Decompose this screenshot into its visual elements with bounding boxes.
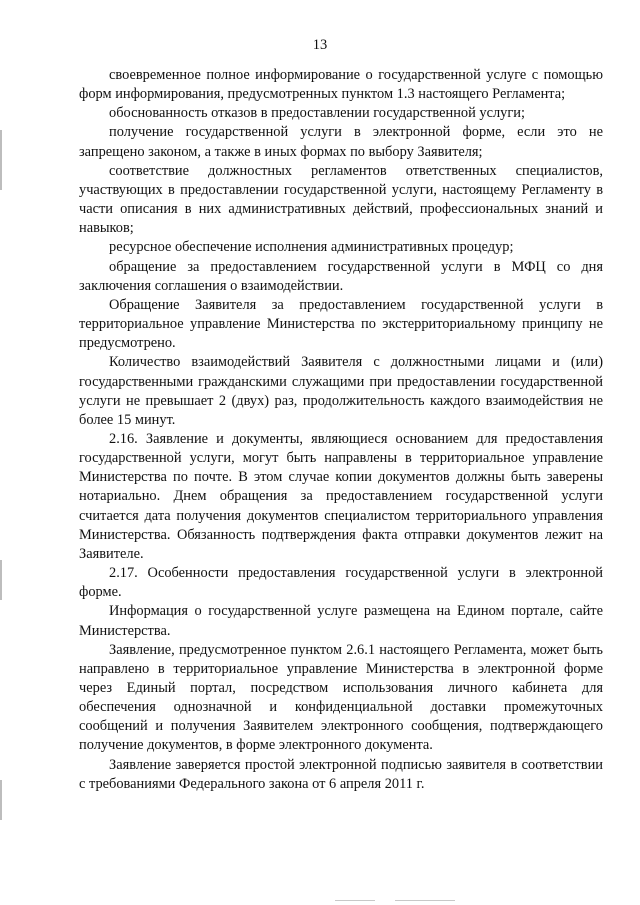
- paragraph: ресурсное обеспечение исполнения административных процедур;: [109, 239, 514, 256]
- paragraph: соответствие должностных регламентов ответственных специалистов, участвующих в предоставлении государственной услуги, настоящему Регламенту в части описания в них административных действий, профессиональных знаний и навыков;: [79, 162, 603, 237]
- scan-speck: [395, 900, 455, 901]
- paragraph: Заявление заверяется простой электронной подписью заявителя в соответствии с требованиями Федерального закона от 6 апреля 2011 г.: [79, 756, 603, 792]
- document-body: [79, 66, 603, 794]
- paragraph: Информация о государственной услуге размещена на Едином портале, сайте Министерства.: [79, 603, 603, 639]
- paragraph: обоснованность отказов в предоставлении государственной услуги;: [109, 105, 525, 122]
- paragraph: 2.17. Особенности предоставления государственной услуги в электронной форме.: [79, 565, 603, 601]
- scan-edge-mark: [0, 560, 2, 600]
- paragraph: 2.16. Заявление и документы, являющиеся основанием для предоставления государственной услуги, могут быть направлены в территориальное управление Министерства по почте. В этом случае копии документов должны быть заверены нотариально. Днем обращения за предоставлением государственной услуги считается дата получения документов специалистом территориального управления Министерства. Обязанность подтверждения факта отправки документов лежит на Заявителе.: [79, 430, 603, 562]
- paragraph: Обращение Заявителя за предоставлением государственной услуги в территориальное управление Министерства по экстерриториальному принципу не предусмотрено.: [79, 296, 603, 352]
- scan-edge-mark: [0, 130, 2, 190]
- paragraph: обращение за предоставлением государственной услуги в МФЦ со дня заключения соглашения о взаимодействии.: [79, 258, 603, 294]
- paragraph: Количество взаимодействий Заявителя с должностными лицами и (или) государственными гражданскими служащими при предоставлении государственной услуги не превышает 2 (двух) раз, продолжительность каждого взаимодействия не более 15 минут.: [79, 354, 603, 428]
- page-number: 13: [312, 37, 328, 53]
- paragraph: своевременное полное информирование о государственной услуге с помощью форм информирования, предусмотренных пунктом 1.3 настоящего Регламента;: [79, 67, 603, 103]
- scan-speck: [335, 900, 375, 901]
- paragraph: получение государственной услуги в электронной форме, если это не запрещено законом, а также в иных формах по выбору Заявителя;: [79, 124, 603, 160]
- scan-edge-mark: [0, 780, 2, 820]
- paragraph: Заявление, предусмотренное пунктом 2.6.1 настоящего Регламента, может быть направлено в территориальное управление Министерства в электронной форме через Единый портал, посредством использования личного кабинета для обеспечения однозначной и конфиденциальной доставки промежуточных сообщений и получения Заявителем электронного сообщения, подтверждающего получение документов, в форме электронного документа.: [79, 641, 603, 754]
